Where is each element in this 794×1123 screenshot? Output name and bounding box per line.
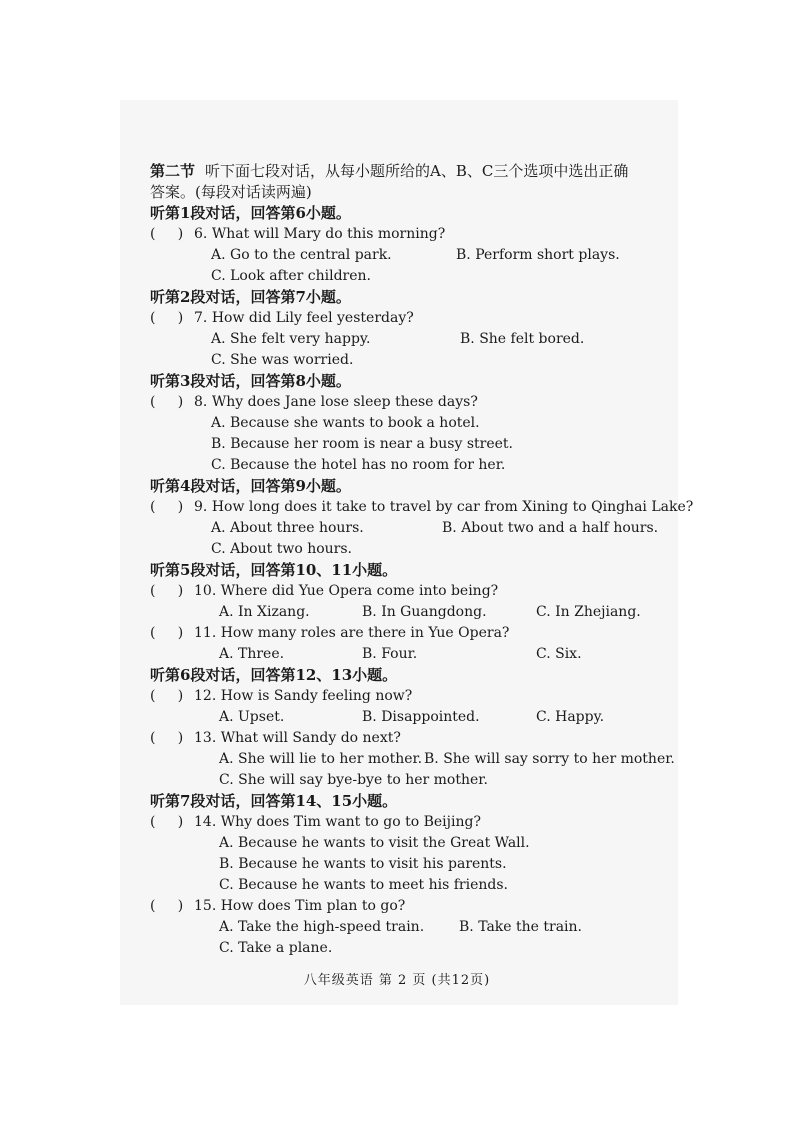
option-a: A. Go to the central park. [211, 247, 392, 263]
question-text: How does Tim plan to go? [220, 898, 406, 914]
question-number: 6. [194, 226, 208, 242]
dialogue-header: 听第5段对话，回答第10、11小题。 [150, 561, 398, 579]
options-row [150, 518, 659, 539]
option-b: B. Take the train. [459, 919, 582, 935]
option-a: A. Three. [219, 646, 285, 662]
option-c: C. Six. [536, 646, 582, 662]
answer-blank: ( ) [150, 625, 184, 641]
options-row [150, 434, 650, 455]
options-row [150, 917, 650, 938]
question-6 [150, 224, 650, 245]
answer-blank: ( ) [150, 898, 184, 914]
option-a: A. She will lie to her mother. [219, 751, 423, 767]
question-text: Why does Jane lose sleep these days? [211, 394, 478, 410]
question-number: 9. [194, 499, 208, 515]
options-row [150, 245, 650, 266]
option-b: B. She will say sorry to her mother. [424, 751, 675, 767]
question-text: Why does Tim want to go to Beijing? [220, 814, 481, 830]
question-7 [150, 308, 650, 329]
option-b: B. Because her room is near a busy street. [211, 436, 513, 452]
option-a: A. In Xizang. [219, 604, 310, 620]
option-c: C. Look after children. [211, 268, 372, 284]
options-row [150, 413, 650, 434]
section-instructions [150, 161, 650, 203]
answer-blank: ( ) [150, 730, 184, 746]
answer-blank: ( ) [150, 583, 184, 599]
question-text: How long does it take to travel by car from Xining to Qinghai Lake? [211, 499, 694, 515]
answer-blank: ( ) [150, 499, 184, 515]
options-row [150, 602, 650, 623]
option-b: B. Disappointed. [362, 709, 480, 725]
question-text: How is Sandy feeling now? [220, 688, 413, 704]
dialogue-header: 听第3段对话，回答第8小题。 [150, 372, 351, 390]
question-12 [150, 686, 650, 707]
option-b: B. About two and a half hours. [442, 520, 659, 536]
answer-blank: ( ) [150, 394, 184, 410]
question-11 [150, 623, 650, 644]
option-c: C. About two hours. [211, 541, 352, 557]
option-c: C. Because he wants to meet his friends. [219, 877, 508, 893]
question-8 [150, 392, 650, 413]
options-row [150, 875, 650, 896]
question-text: How did Lily feel yesterday? [211, 310, 414, 326]
question-9 [150, 497, 694, 518]
options-row [150, 833, 650, 854]
options-row [150, 854, 650, 875]
option-c: C. Because the hotel has no room for her. [211, 457, 506, 473]
question-number: 14. [194, 814, 217, 830]
answer-blank: ( ) [150, 226, 184, 242]
answer-blank: ( ) [150, 814, 184, 830]
question-number: 7. [194, 310, 208, 326]
question-14 [150, 812, 650, 833]
dialogue-header: 听第7段对话，回答第14、15小题。 [150, 792, 398, 810]
options-row [150, 707, 650, 728]
question-15 [150, 896, 650, 917]
options-row [150, 266, 650, 287]
question-10 [150, 581, 650, 602]
options-row [150, 749, 675, 770]
option-c: C. She was worried. [211, 352, 354, 368]
question-text: What will Sandy do next? [220, 730, 401, 746]
question-text: How many roles are there in Yue Opera? [220, 625, 510, 641]
option-c: C. In Zhejiang. [536, 604, 641, 620]
question-number: 15. [194, 898, 217, 914]
answer-blank: ( ) [150, 688, 184, 704]
option-a: A. About three hours. [211, 520, 364, 536]
option-b: B. Perform short plays. [456, 247, 620, 263]
options-row [150, 770, 650, 791]
dialogue-header: 听第1段对话，回答第6小题。 [150, 204, 351, 222]
page-footer: 八年级英语 第 2 页 (共12页) [303, 973, 491, 988]
option-a: A. Take the high-speed train. [219, 919, 425, 935]
question-13 [150, 728, 650, 749]
option-a: A. Upset. [219, 709, 285, 725]
instruction-line-1: 听下面七段对话，从每小题所给的A、B、C三个选项中选出正确 [205, 162, 629, 180]
answer-blank: ( ) [150, 310, 184, 326]
exam-section [150, 161, 694, 959]
option-a: A. She felt very happy. [211, 331, 371, 347]
options-row [150, 329, 650, 350]
question-text: What will Mary do this morning? [211, 226, 446, 242]
options-row [150, 455, 650, 476]
question-text: Where did Yue Opera come into being? [220, 583, 499, 599]
question-number: 12. [194, 688, 217, 704]
question-number: 13. [194, 730, 217, 746]
option-a: A. Because she wants to book a hotel. [211, 415, 480, 431]
option-b: B. Because he wants to visit his parents. [219, 856, 507, 872]
option-c: C. Take a plane. [219, 940, 333, 956]
option-c: C. Happy. [536, 709, 605, 725]
options-row [150, 938, 650, 959]
option-c: C. She will say bye-bye to her mother. [219, 772, 488, 788]
option-b: B. Four. [362, 646, 418, 662]
instruction-line-2: 答案。(每段对话读两遍) [150, 183, 312, 201]
option-b: B. She felt bored. [460, 331, 585, 347]
option-b: B. In Guangdong. [362, 604, 487, 620]
options-row [150, 539, 650, 560]
option-a: A. Because he wants to visit the Great Wall. [219, 835, 530, 851]
dialogue-header: 听第2段对话，回答第7小题。 [150, 288, 351, 306]
question-number: 10. [194, 583, 217, 599]
options-row [150, 350, 650, 371]
options-row [150, 644, 650, 665]
dialogue-header: 听第4段对话，回答第9小题。 [150, 477, 351, 495]
question-number: 11. [194, 625, 217, 641]
section-title: 第二节 [150, 162, 196, 180]
question-number: 8. [194, 394, 208, 410]
dialogue-header: 听第6段对话，回答第12、13小题。 [150, 666, 398, 684]
